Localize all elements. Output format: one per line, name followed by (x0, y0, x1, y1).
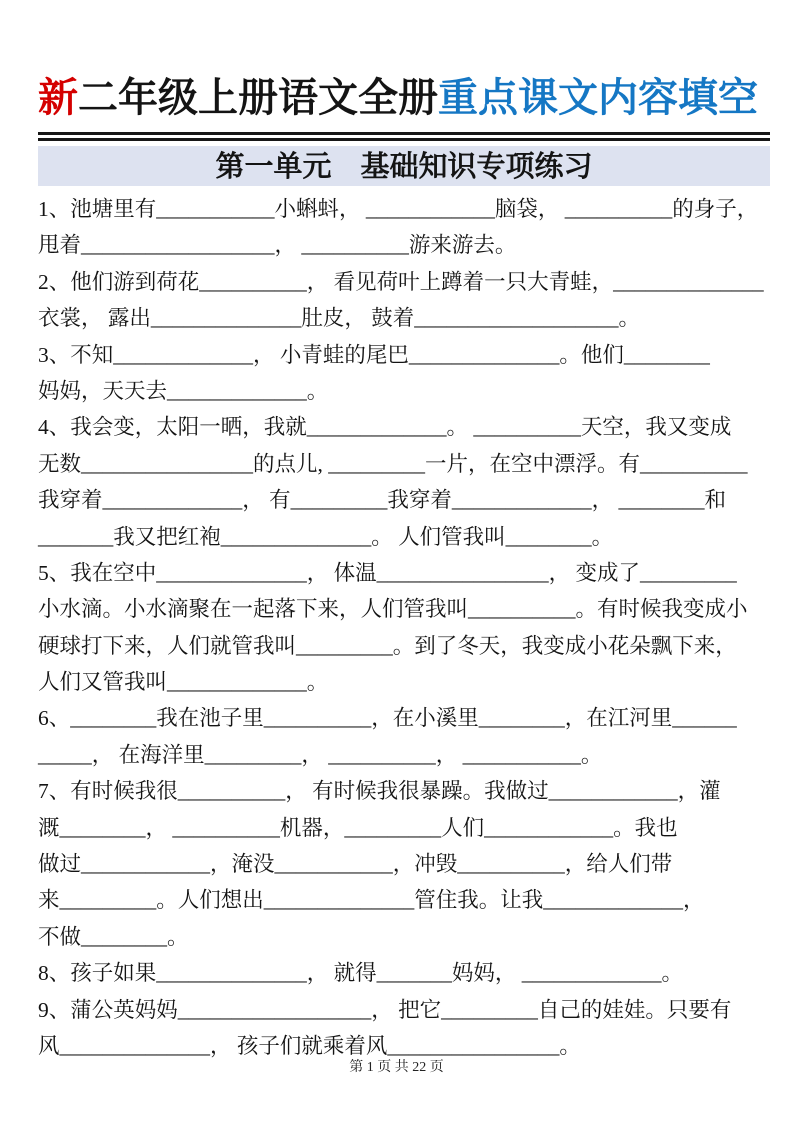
doc-title-blue-part: 重点课文内容填空 (438, 75, 758, 120)
title-divider-double-rule (38, 132, 770, 141)
section-header: 第一单元 基础知识专项练习 (38, 146, 770, 186)
exercise-line: 4、我会变，太阳一晒，我就_____________。 __________天空，我又变成 (38, 415, 732, 440)
exercise-line: 6、________我在池子里__________，在小溪里________，在江河里______ (38, 706, 737, 731)
exercise-line: 衣裳， 露出______________肚皮， 鼓着___________________。 (38, 306, 641, 331)
exercise-line: 3、不知_____________， 小青蛙的尾巴______________。他们________ (38, 342, 710, 367)
exercise-line: 9、蒲公英妈妈__________________， 把它_________自己的娃娃。只要有 (38, 997, 732, 1022)
exercise-line: 溉________， __________机器，_________人们____________。我也 (38, 815, 678, 840)
doc-title-black-part: 二年级上册语文全册 (78, 75, 438, 120)
doc-title-red-part: 新 (38, 75, 78, 120)
exercise-line: 8、孩子如果______________， 就得_______妈妈， _____________。 (38, 961, 684, 986)
exercise-line: 做过____________，淹没___________，冲毁__________，给人们带 (38, 852, 673, 877)
exercise-line: 我穿着_____________， 有_________我穿着_____________， ________和 (38, 488, 727, 513)
exercise-line: 来_________。人们想出______________管住我。让我_____________， (38, 888, 705, 913)
exercise-line: _______我又把红袍______________。 人们管我叫________。 (38, 524, 614, 549)
exercise-line: 无数________________的点儿, _________一片，在空中漂浮。有__________ (38, 451, 748, 476)
exercise-line: 5、我在空中______________， 体温________________， 变成了_________ (38, 560, 737, 585)
exercise-line: 甩着__________________， __________游来游去。 (38, 233, 517, 258)
exercise-line: 小水滴。小水滴聚在一起落下来，人们管我叫__________。有时候我变成小 (38, 597, 748, 622)
exercise-line: _____， 在海洋里_________， __________， ___________。 (38, 742, 603, 767)
exercise-line: 风______________， 孩子们就乘着风________________。 (38, 1033, 581, 1058)
exercise-line: 1、池塘里有___________小蝌蚪， ____________脑袋， __________的身子， (38, 197, 759, 221)
exercise-line: 不做________。 (38, 924, 189, 949)
exercise-line: 人们又管我叫_____________。 (38, 670, 329, 695)
exercise-line: 妈妈，天天去_____________。 (38, 378, 329, 403)
page-footer: 第 1 页 共 22 页 (349, 1060, 444, 1075)
exercise-line: 7、有时候我很__________， 有时候我很暴躁。我做过____________，灌 (38, 779, 721, 804)
exercise-line: 硬球打下来，人们就管我叫_________。到了冬天，我变成小花朵飘下来， (38, 633, 737, 658)
doc-title (38, 74, 770, 122)
exercise-line: 2、他们游到荷花__________， 看见荷叶上蹲着一只大青蛙，______________ (38, 269, 764, 294)
exercise-body (38, 191, 778, 1064)
